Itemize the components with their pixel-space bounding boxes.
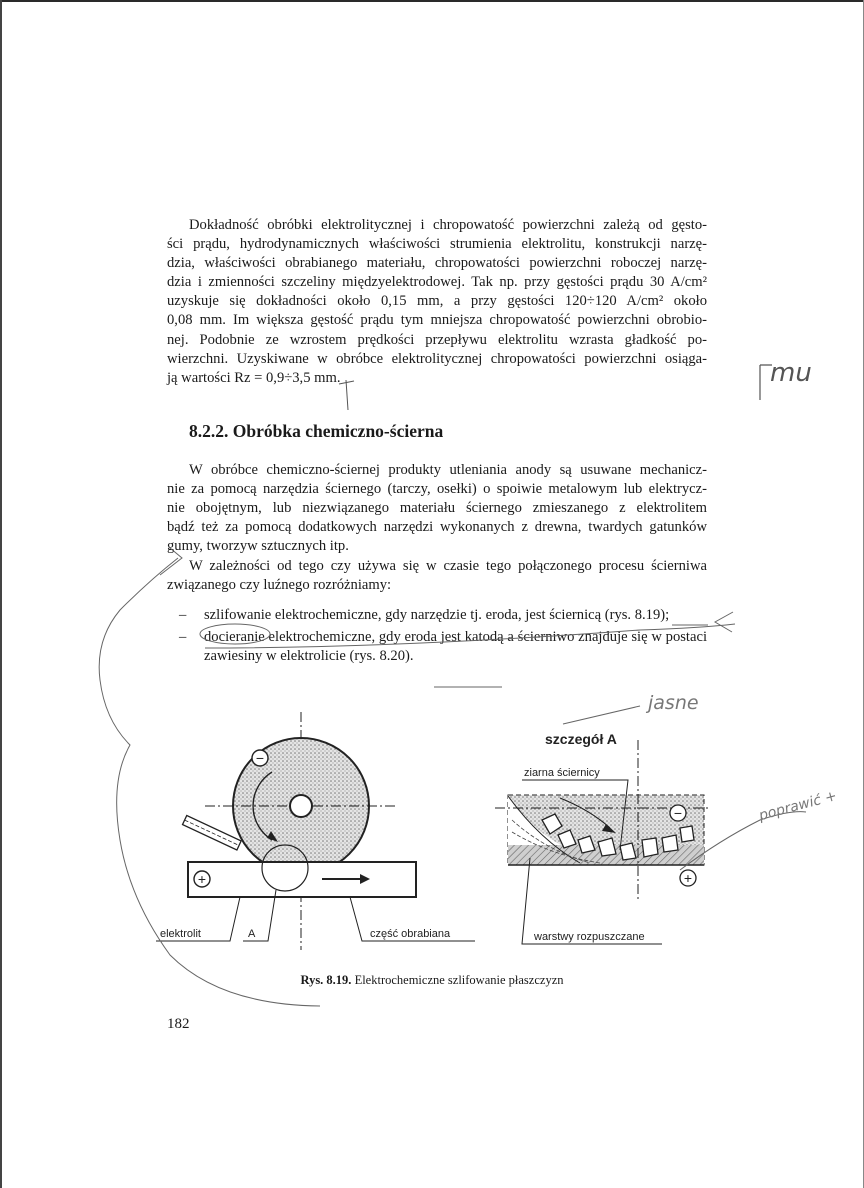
label-a: A xyxy=(248,928,256,940)
list-item-text: szlifowanie elektrochemiczne, gdy narzędzie tj. eroda, jest ściernicą (rys. 8.19); xyxy=(204,607,670,623)
text-line: gumy, tworzyw sztucznych itp. xyxy=(167,538,349,555)
page-edge-top xyxy=(0,0,864,2)
list-item xyxy=(167,606,707,625)
list-dash: – xyxy=(179,629,187,646)
figure-grinding-diagram xyxy=(150,700,720,970)
text-line: bądź też za pomocą dodatkowych narzędzi wykonanych z drewna, twardych gatunków xyxy=(167,519,707,536)
detail-view xyxy=(495,731,710,944)
text-line: W zależności od tego czy używa się w czasie tego połączonego procesu ścierniwa xyxy=(189,558,707,574)
electrolyte-nozzle xyxy=(183,816,242,850)
label-layers: warstwy rozpuszczane xyxy=(534,931,645,943)
page-edge-left xyxy=(0,0,2,1188)
text-line: uzyskuje się dokładności około 0,15 mm, a przy gęstości 120÷120 A/cm² około xyxy=(167,293,707,310)
text-line: dzia i zmienności szczeliny międzyelektrodowej. Tak np. przy gęstości prądu 30 A/cm² xyxy=(167,274,707,291)
paragraph-distinction xyxy=(167,557,707,595)
label-grains: ziarna ściernicy xyxy=(524,767,600,779)
workpiece xyxy=(188,862,416,897)
list-item xyxy=(167,628,707,666)
text-line: ją wartości Rz = 0,9÷3,5 mm. xyxy=(167,369,341,386)
label-electrolyte: elektrolit xyxy=(160,928,201,940)
list-dash: – xyxy=(179,607,187,623)
text-line: nie obojętnym, lub niezwiązanego materiału ściernego zmieszanego z elektrolitem xyxy=(167,500,707,517)
minus-label: − xyxy=(255,750,265,766)
margin-mark: mu xyxy=(770,358,812,388)
handwritten-note-poprawic: poprawić + xyxy=(757,787,839,825)
detail-title: szczegół A xyxy=(545,731,617,747)
plus-label: + xyxy=(197,871,207,887)
process-list xyxy=(167,606,707,669)
paragraph-chemical-abrasive xyxy=(167,461,707,556)
caption-text: Elektrochemiczne szlifowanie płaszczyzn xyxy=(351,973,564,987)
page-number: 182 xyxy=(167,1016,190,1032)
paragraph-roughness xyxy=(167,216,707,388)
text-line: Dokładność obróbki elektrolitycznej i chropowatość powierzchni zależą od gęsto- xyxy=(189,217,707,233)
caption-label: Rys. 8.19. xyxy=(300,973,352,987)
main-view xyxy=(156,712,475,950)
text-line: 0,08 mm. Im większa gęstość prądu tym mniejsza chropowatość powierzchni obrobio- xyxy=(167,312,707,329)
handwritten-note-jasne: jasne xyxy=(648,692,699,714)
text-line: W obróbce chemiczno-ściernej produkty utleniania anody są usuwane mechanicz- xyxy=(189,462,707,478)
text-line: wierzchni. Uzyskiwane w obróbce elektrolitycznej chropowatości powierzchni osiąga- xyxy=(167,350,707,367)
figure-caption xyxy=(0,973,864,988)
text-line: związanego czy luźnego rozróżniamy: xyxy=(167,577,392,594)
list-item-text: docieranie elektrochemiczne, gdy eroda jest katodą a ścierniwo znajduje się w postaci zawiesiny w elektrolicie (rys. 8.20). xyxy=(204,629,707,665)
text-line: dzia, właściwości obrabianego materiału, chropowatości powierzchni roboczej narzę- xyxy=(167,255,707,272)
wheel-hub xyxy=(290,795,312,817)
detail-plus-label: + xyxy=(683,870,693,886)
detail-minus-label: − xyxy=(673,805,683,821)
text-line: nej. Podobnie ze wzrostem prędkości przepływu elektrolitu wzrasta gładkość po- xyxy=(167,331,707,348)
label-workpiece: część obrabiana xyxy=(370,928,451,940)
text-line: nie za pomocą narzędzia ściernego (tarczy, osełki) o spoiwie metalowym lub elektrycz- xyxy=(167,481,707,498)
text-line: ści prądu, hydrodynamicznych właściwości strumienia elektrolitu, konstrukcji narzę- xyxy=(167,236,707,253)
section-heading: 8.2.2. Obróbka chemiczno-ścierna xyxy=(189,421,444,441)
